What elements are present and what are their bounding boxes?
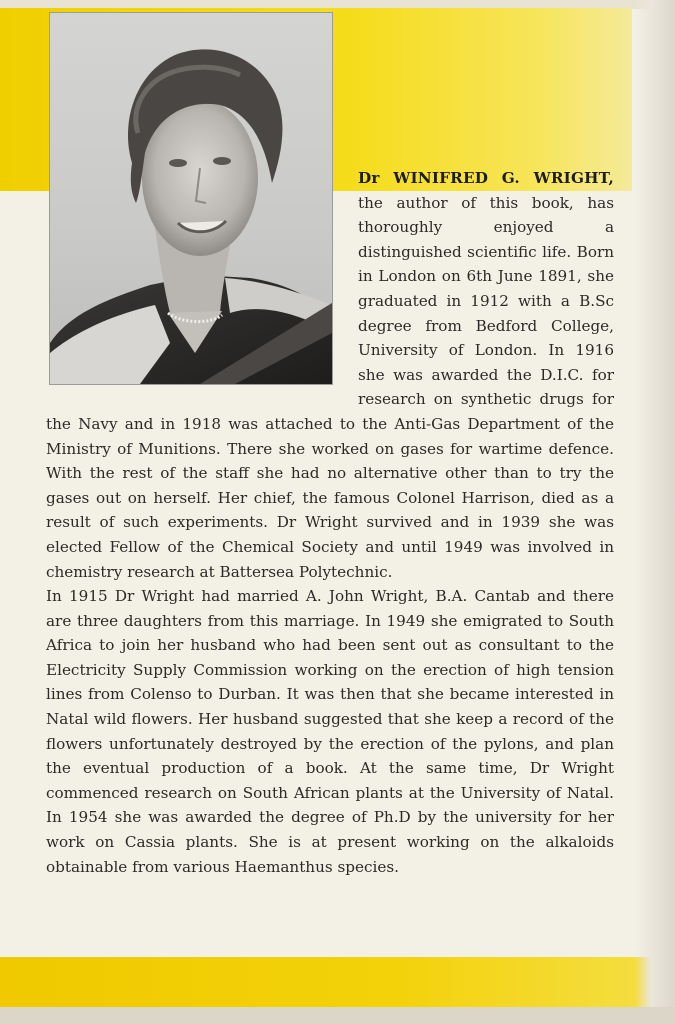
author-biography — [46, 166, 614, 879]
photo-text-wrap-spacer — [46, 166, 358, 390]
author-name: Dr WINIFRED G. WRIGHT, — [358, 169, 614, 187]
bottom-yellow-band — [0, 957, 660, 1007]
bio-paragraph-1-text: the author of this book, has thoroughly enjoyed a distinguished scientific life. Born in London on 6th June 1891, she graduated in 1912 with a B.Sc degree from Bedford College, University of London. In 1916 she was awarded the D.I.C. for research on synthetic drugs for the Navy and in 1918 was attached to the Anti-Gas Department of the Ministry of Munitions. There she worked on gases for wartime defence. With the rest of the staff she had no alternative other than to try the gases out on herself. Her chief, the famous Colonel Harrison, died as a result of such experiments. Dr Wright survived and in 1939 she was elected Fellow of the Chemical Society and until 1949 was involved in chemistry research at Battersea Polytechnic. — [46, 193, 614, 581]
cover-bottom-edge — [0, 1007, 675, 1024]
cover-right-edge — [635, 0, 675, 1024]
bio-paragraph-2: In 1915 Dr Wright had married A. John Wright, B.A. Cantab and there are three daughters from this marriage. In 1949 she emigrated to South Africa to join her husband who had been sent out as consultant to the Electricity Supply Commission working on the erection of high tension lines from Colenso to Durban. It was then that she became interested in Natal wild flowers. Her husband suggested that she keep a record of the flowers unfortunately destroyed by the erection of the pylons, and plan the eventual production of a book. At the same time, Dr Wright commenced research on South African plants at the University of Natal. In 1954 she was awarded the degree of Ph.D by the university for her work on Cassia plants. She is at present working on the alkaloids obtainable from various Haemanthus species. — [46, 587, 614, 876]
